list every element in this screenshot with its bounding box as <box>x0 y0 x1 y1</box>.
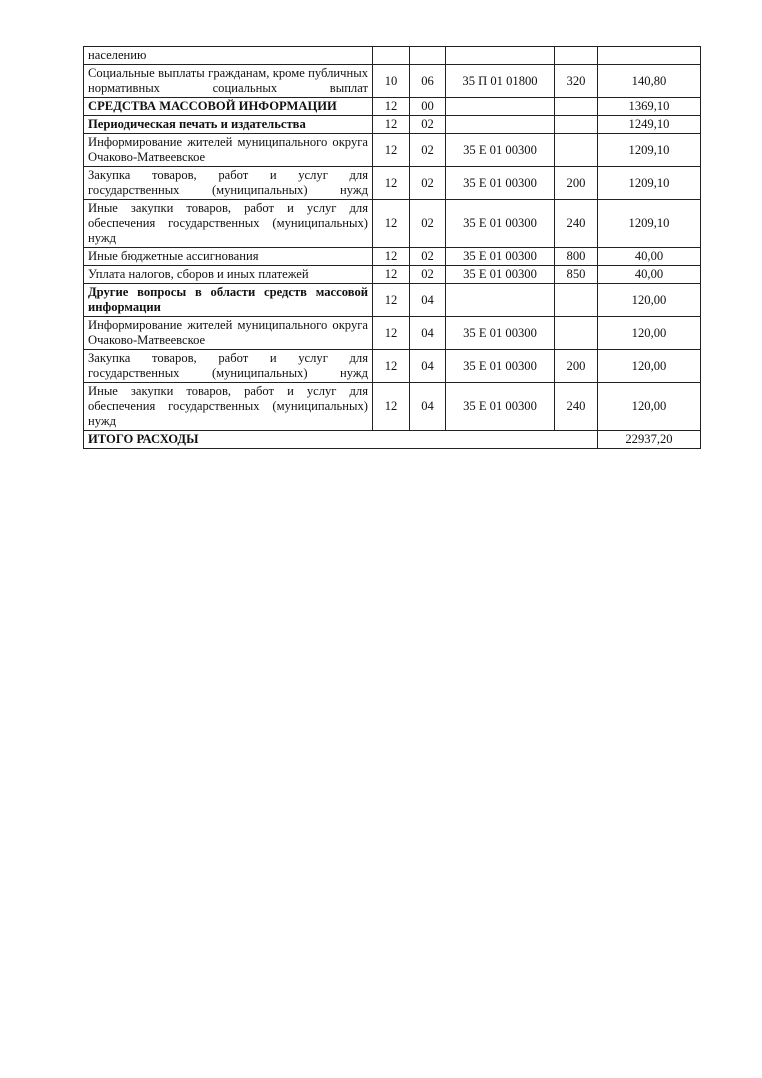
row-amount: 1209,10 <box>598 167 701 200</box>
row-expense-type <box>555 116 598 134</box>
table-row <box>84 134 701 167</box>
total-label: ИТОГО РАСХОДЫ <box>84 431 598 449</box>
row-expense-type <box>555 134 598 167</box>
row-section: 12 <box>373 116 410 134</box>
row-amount: 120,00 <box>598 284 701 317</box>
row-section: 12 <box>373 317 410 350</box>
row-name: Периодическая печать и издательства <box>84 116 373 134</box>
row-amount <box>598 47 701 65</box>
row-section: 12 <box>373 284 410 317</box>
row-amount: 120,00 <box>598 383 701 431</box>
table-row <box>84 200 701 248</box>
table-row <box>84 266 701 284</box>
row-expense-type <box>555 98 598 116</box>
row-subsection: 02 <box>410 266 446 284</box>
row-expense-type <box>555 317 598 350</box>
total-amount: 22937,20 <box>598 431 701 449</box>
table-row <box>84 98 701 116</box>
row-subsection: 04 <box>410 284 446 317</box>
row-section: 10 <box>373 65 410 98</box>
row-target-code <box>446 116 555 134</box>
table-row <box>84 65 701 98</box>
row-subsection: 06 <box>410 65 446 98</box>
table-row <box>84 47 701 65</box>
row-subsection: 02 <box>410 248 446 266</box>
row-target-code: 35 Е 01 00300 <box>446 266 555 284</box>
row-amount: 40,00 <box>598 266 701 284</box>
budget-table-body <box>84 47 701 431</box>
row-target-code: 35 Е 01 00300 <box>446 200 555 248</box>
row-name: Иные бюджетные ассигнования <box>84 248 373 266</box>
row-amount: 1209,10 <box>598 200 701 248</box>
row-name: Другие вопросы в области средств массовой информации <box>84 284 373 317</box>
table-row <box>84 383 701 431</box>
row-subsection: 04 <box>410 350 446 383</box>
row-subsection: 02 <box>410 116 446 134</box>
row-target-code <box>446 47 555 65</box>
row-subsection: 02 <box>410 167 446 200</box>
row-name: Информирование жителей муниципального округа Очаково-Матвеевское <box>84 134 373 167</box>
row-amount: 1369,10 <box>598 98 701 116</box>
row-expense-type: 320 <box>555 65 598 98</box>
row-target-code <box>446 284 555 317</box>
row-subsection: 02 <box>410 200 446 248</box>
row-name: Закупка товаров, работ и услуг для государственных (муниципальных) нужд <box>84 167 373 200</box>
row-name: Иные закупки товаров, работ и услуг для обеспечения государственных (муниципальных) нужд <box>84 383 373 431</box>
row-name: Уплата налогов, сборов и иных платежей <box>84 266 373 284</box>
row-amount: 40,00 <box>598 248 701 266</box>
row-name: Закупка товаров, работ и услуг для государственных (муниципальных) нужд <box>84 350 373 383</box>
row-subsection: 04 <box>410 383 446 431</box>
row-subsection: 04 <box>410 317 446 350</box>
row-target-code: 35 Е 01 00300 <box>446 167 555 200</box>
row-amount: 140,80 <box>598 65 701 98</box>
row-amount: 1209,10 <box>598 134 701 167</box>
table-row <box>84 350 701 383</box>
row-subsection: 00 <box>410 98 446 116</box>
row-name: Социальные выплаты гражданам, кроме публичных нормативных социальных выплат <box>84 65 373 98</box>
row-expense-type: 800 <box>555 248 598 266</box>
row-expense-type: 200 <box>555 167 598 200</box>
row-amount: 120,00 <box>598 350 701 383</box>
row-target-code: 35 Е 01 00300 <box>446 248 555 266</box>
row-section: 12 <box>373 134 410 167</box>
row-name: СРЕДСТВА МАССОВОЙ ИНФОРМАЦИИ <box>84 98 373 116</box>
row-expense-type: 240 <box>555 200 598 248</box>
row-section: 12 <box>373 248 410 266</box>
row-section: 12 <box>373 350 410 383</box>
budget-table <box>83 46 701 449</box>
total-row <box>84 431 701 449</box>
row-amount: 120,00 <box>598 317 701 350</box>
row-section: 12 <box>373 98 410 116</box>
row-expense-type: 850 <box>555 266 598 284</box>
row-section: 12 <box>373 383 410 431</box>
row-expense-type: 200 <box>555 350 598 383</box>
row-name: Информирование жителей муниципального округа Очаково-Матвеевское <box>84 317 373 350</box>
row-target-code: 35 Е 01 00300 <box>446 383 555 431</box>
row-target-code: 35 Е 01 00300 <box>446 317 555 350</box>
table-row <box>84 167 701 200</box>
row-expense-type: 240 <box>555 383 598 431</box>
row-expense-type <box>555 47 598 65</box>
row-target-code: 35 Е 01 00300 <box>446 134 555 167</box>
row-name: Иные закупки товаров, работ и услуг для обеспечения государственных (муниципальных) нужд <box>84 200 373 248</box>
row-target-code: 35 Е 01 00300 <box>446 350 555 383</box>
row-amount: 1249,10 <box>598 116 701 134</box>
row-section <box>373 47 410 65</box>
table-row <box>84 284 701 317</box>
row-expense-type <box>555 284 598 317</box>
row-subsection: 02 <box>410 134 446 167</box>
row-section: 12 <box>373 200 410 248</box>
row-name: населению <box>84 47 373 65</box>
row-target-code: 35 П 01 01800 <box>446 65 555 98</box>
table-row <box>84 248 701 266</box>
row-section: 12 <box>373 266 410 284</box>
row-target-code <box>446 98 555 116</box>
table-row <box>84 317 701 350</box>
table-row <box>84 116 701 134</box>
row-section: 12 <box>373 167 410 200</box>
row-subsection <box>410 47 446 65</box>
